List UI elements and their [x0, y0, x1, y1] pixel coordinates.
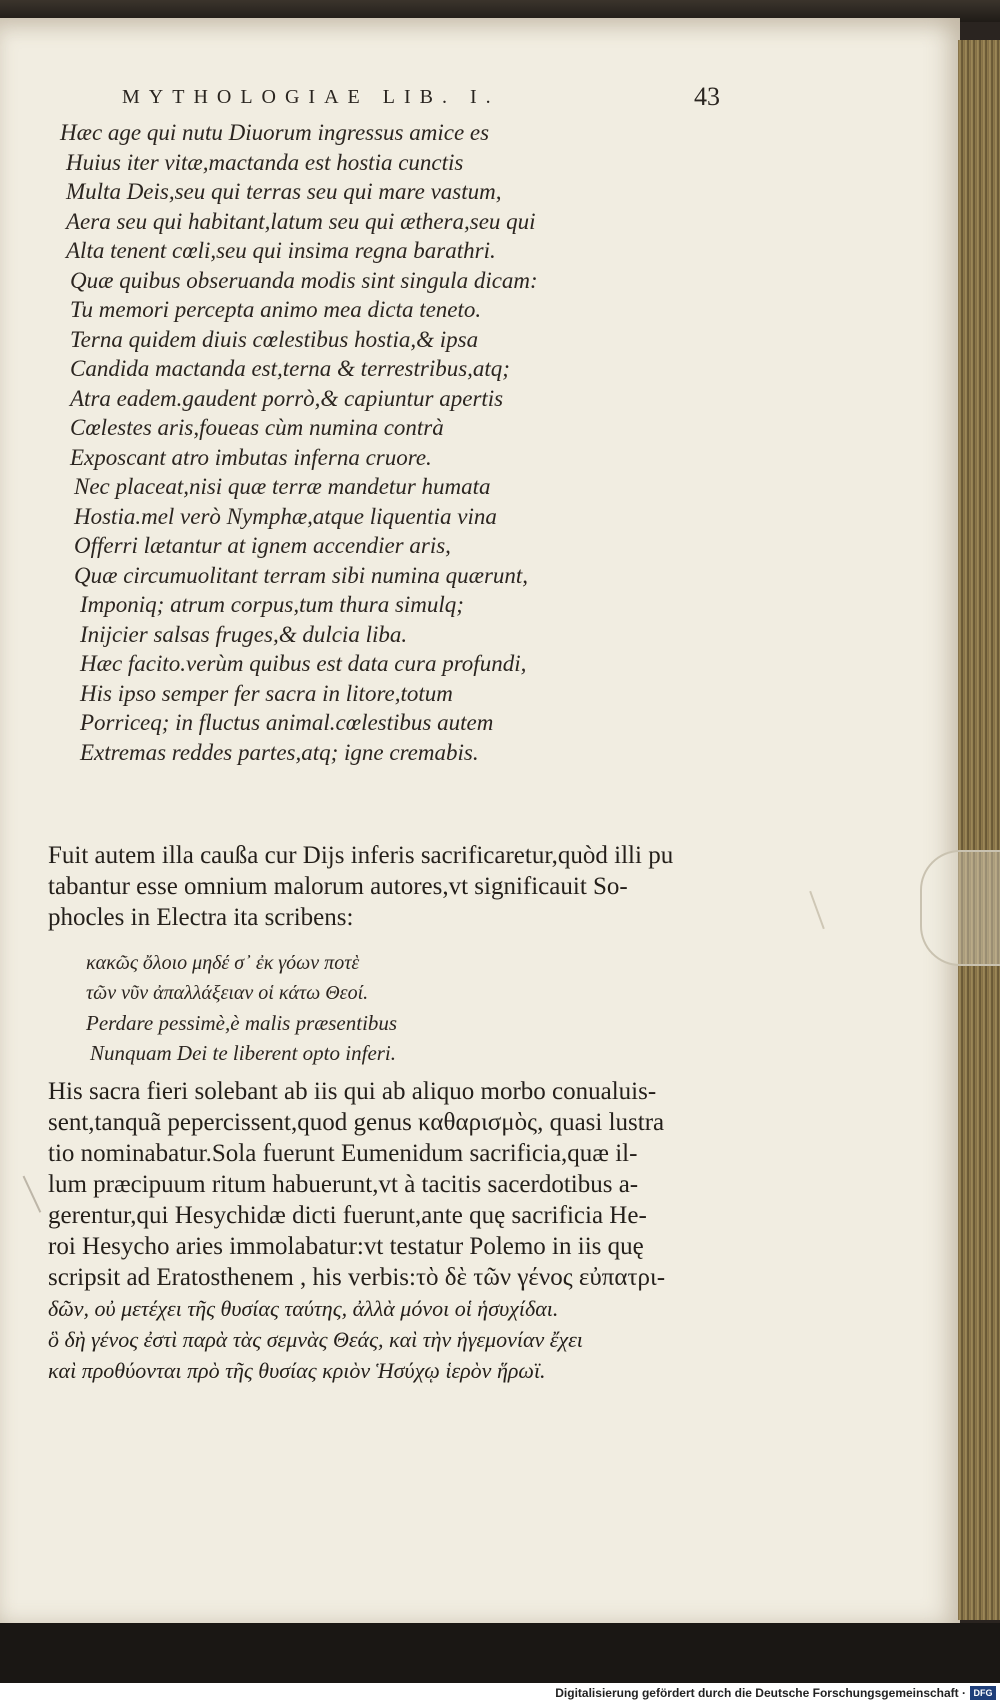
verse-line: Quæ quibus obseruanda modis sint singula dicam:	[70, 267, 538, 293]
prose-line: scripsit ad Eratosthenem , his verbis:τὸ δὲ τῶν γένος εὐπατρι-	[48, 1264, 666, 1291]
greek-quote-line: κακῶς ὄλοιο μηδέ σ᾽ ἐκ γόων ποτὲ	[86, 952, 360, 974]
digitization-footer	[0, 1683, 1000, 1704]
prose-paragraph-2	[48, 1076, 748, 1386]
prose-line: tio nominabatur.Sola fuerunt Eumenidum sacrificia,quæ il-	[48, 1140, 638, 1167]
page-number: 43	[694, 82, 720, 111]
verse-line: Nec placeat,nisi quæ terræ mandetur humata	[74, 474, 491, 499]
verse-line: Huius iter vitæ,mactanda est hostia cunctis	[66, 149, 464, 175]
greek-prose-line: καὶ προθύονται πρὸ τῆς θυσίας κριὸν Ἡσύχῳ ἱερὸν ἥρωϊ.	[48, 1358, 546, 1383]
prose-line: Fuit autem illa caußa cur Dijs inferis sacrificaretur,quòd illi pu	[48, 842, 674, 869]
greek-prose-line: δῶν, οὐ μετέχει τῆς θυσίας ταύτης, ἀλλὰ μόνοι οἱ ἡσυχίδαι.	[48, 1296, 559, 1321]
verse-line: Quæ circumuolitant terram sibi numina quærunt,	[74, 562, 529, 588]
page-stack-edge	[958, 40, 1000, 1620]
greek-prose-line: ὃ δὴ γένος ἐστὶ παρὰ τὰς σεμνὰς Θεάς, καὶ τὴν ἡγεμονίαν ἔχει	[48, 1327, 583, 1352]
greek-quote-line: τῶν νῦν ἀπαλλάξειαν οἱ κάτω Θεοί.	[86, 982, 369, 1004]
sophocles-quote	[86, 948, 546, 1068]
verse-line: Multa Deis,seu qui terras seu qui mare vastum,	[66, 179, 502, 204]
verse-line: Alta tenent cœli,seu qui insima regna barathri.	[66, 238, 496, 263]
prose-line: roi Hesycho aries immolabatur:vt testatur Polemo in iis quę	[48, 1233, 644, 1260]
verse-line: Offerri lætantur at ignem accendier aris,	[74, 533, 451, 558]
prose-line: sent,tanquã pepercissent,quod genus καθαρισμὸς, quasi lustra	[48, 1109, 665, 1136]
footer-credit: Digitalisierung gefördert durch die Deutsche Forschungsgemeinschaft ·	[555, 1686, 966, 1700]
verse-line: Hæc facito.verùm quibus est data cura profundi,	[80, 651, 527, 676]
latin-quote-line: Nunquam Dei te liberent opto inferi.	[90, 1041, 397, 1065]
verse-line: Atra eadem.gaudent porrò,& capiuntur apertis	[70, 385, 504, 411]
verse-line: Hæc age qui nutu Diuorum ingressus amice es	[60, 120, 490, 145]
prose-line: tabantur esse omnium malorum autores,vt significauit So-	[48, 873, 628, 900]
verse-line: Inijcier salsas fruges,& dulcia liba.	[80, 621, 408, 647]
verse-line: Porriceq; in fluctus animal.cœlestibus autem	[80, 710, 494, 735]
verse-line: Candida mactanda est,terna & terrestribus,atq;	[70, 356, 510, 381]
prose-line: His sacra fieri solebant ab iis qui ab aliquo morbo conualuis-	[48, 1078, 657, 1105]
verse-line: Imponiq; atrum corpus,tum thura simulq;	[80, 592, 464, 617]
verse-line: Exposcant atro imbutas inferna cruore.	[70, 444, 432, 470]
verse-line: Aera seu qui habitant,latum seu qui æthera,seu qui	[66, 208, 536, 234]
prose-line: phocles in Electra ita scribens:	[48, 904, 354, 931]
verse-line: Extremas reddes partes,atq; igne cremabis.	[80, 739, 479, 765]
prose-paragraph-1	[48, 840, 748, 933]
verse-line: Tu memori percepta animo mea dicta teneto.	[70, 297, 482, 322]
verse-line: Cœlestes aris,foueas cùm numina contrà	[70, 415, 444, 440]
page-clip	[920, 850, 1000, 966]
prose-line: lum præcipuum ritum habuerunt,vt à tacitis sacerdotibus a-	[48, 1171, 639, 1198]
prose-line: gerentur,qui Hesychidæ dicti fuerunt,ante quę sacrificia He-	[48, 1202, 647, 1229]
running-title: MYTHOLOGIAE LIB. I.	[122, 86, 500, 108]
dfg-logo: DFG	[970, 1686, 996, 1700]
scanner-bottom	[0, 1623, 1000, 1683]
verse-line: His ipso semper fer sacra in litore,totum	[80, 680, 453, 706]
verse-block	[60, 118, 620, 767]
verse-line: Terna quidem diuis cœlestibus hostia,& ipsa	[70, 326, 479, 352]
latin-quote-line: Perdare pessimè,è malis præsentibus	[86, 1011, 398, 1035]
verse-line: Hostia.mel verò Nymphæ,atque liquentia vina	[74, 503, 497, 529]
